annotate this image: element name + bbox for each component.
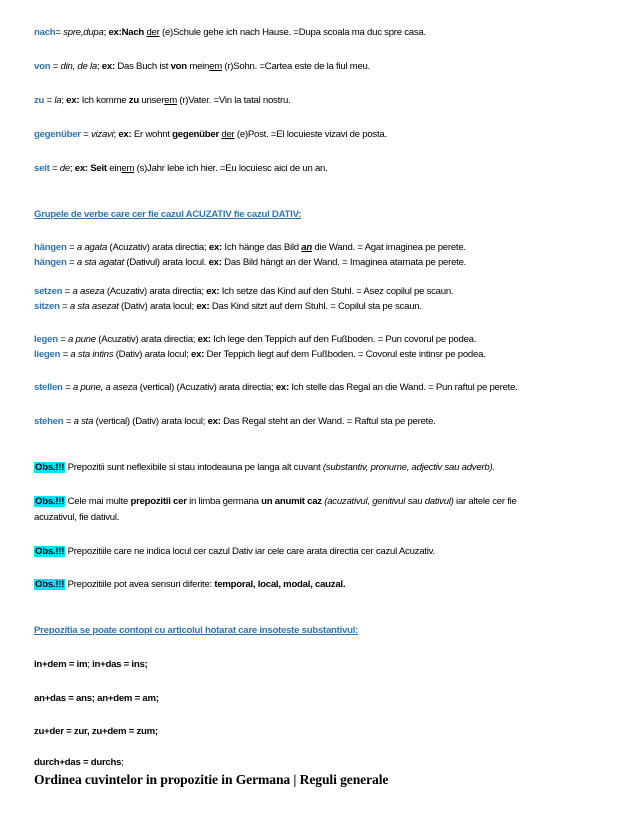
text-span: a sta asezat <box>69 301 119 312</box>
text-span: zu <box>34 95 45 106</box>
text-span: sitzen <box>34 301 60 312</box>
text-span: ; <box>103 27 109 38</box>
text-line <box>34 257 466 269</box>
text-line <box>34 61 370 73</box>
text-span: prepozitii cer <box>130 496 187 507</box>
text-span: (Dativ) arata locul; <box>113 349 191 360</box>
obs-label: Obs.!!! <box>35 462 65 473</box>
text-span: hängen <box>34 257 67 268</box>
text-span: die Wand. = Agat imaginea pe perete. <box>311 242 466 253</box>
text-span: stehen <box>34 416 64 427</box>
text-span: ex: <box>208 242 222 253</box>
text-span: (acuzativul, genitivul sau dativul) <box>324 496 454 507</box>
text-span: Das Buch ist <box>114 61 171 72</box>
text-span: ex: <box>207 416 221 427</box>
text-span: Grupele de verbe care cer fie cazul ACUZATIV fie cazul DATIV: <box>34 209 302 220</box>
text-span: iar altele cer fie <box>453 496 517 507</box>
text-span: = <box>80 129 91 140</box>
text-span: zu+der = zur, zu+dem = zum; <box>34 726 158 737</box>
text-span: = <box>66 257 77 268</box>
text-line <box>34 209 301 221</box>
text-span: a pune, a aseza <box>72 382 138 393</box>
text-span: (Acuzativ) arata directia; <box>95 334 198 345</box>
text-span: liegen <box>34 349 61 360</box>
text-line <box>34 726 158 738</box>
text-span: von <box>170 61 187 72</box>
text-line <box>34 625 358 637</box>
text-span: der <box>146 27 160 38</box>
text-span: setzen <box>34 286 63 297</box>
text-line <box>34 546 435 558</box>
text-span: = <box>55 27 61 38</box>
text-span: = <box>50 61 61 72</box>
text-span: an+das = ans; an+dem = am; <box>34 693 159 704</box>
text-span: Cele mai multe <box>65 496 131 507</box>
text-span: = <box>66 242 77 253</box>
text-span: ex: <box>208 257 222 268</box>
text-span: mein <box>186 61 210 72</box>
text-line <box>34 693 159 705</box>
text-span: a sta intins <box>70 349 114 360</box>
text-span: unser <box>138 95 165 106</box>
text-span: = <box>57 334 68 345</box>
text-span: acuzativul, fie dativul. <box>34 512 120 523</box>
text-span: ex: <box>190 349 205 360</box>
text-span: hängen <box>34 242 67 253</box>
text-line <box>34 579 345 591</box>
text-span: ex:Nach <box>108 27 145 38</box>
text-span: a pune <box>68 334 96 345</box>
text-span: legen <box>34 334 58 345</box>
text-span: em <box>209 61 222 72</box>
text-line <box>34 512 119 524</box>
text-span: ; <box>69 163 75 174</box>
text-span: ex: <box>275 382 289 393</box>
text-span: Das Regal steht an der Wand. = Raftul sta pe perete. <box>220 416 436 427</box>
text-span: Ich komme <box>79 95 129 106</box>
text-line <box>34 757 124 769</box>
text-span: Prepozitiile pot avea sensuri diferite: <box>65 579 215 590</box>
text-span: (e)Schule gehe ich nach Hause. =Dupa scoala ma duc spre casa. <box>159 27 426 38</box>
text-span: ex: <box>196 301 210 312</box>
text-span: ex: <box>101 61 115 72</box>
text-span: Prepozitii sunt neflexibile si stau intodeauna pe langa alt cuvant <box>65 462 323 473</box>
text-span: in+das = ins; <box>92 659 148 670</box>
text-span: Das Bild hängt an der Wand. = Imaginea atarnata pe perete. <box>221 257 467 268</box>
text-span: (substantiv, pronume, adjectiv sau adverb). <box>322 462 495 473</box>
text-span: ex: Seit <box>74 163 107 174</box>
text-span: ; <box>113 129 119 140</box>
text-span: (e)Post. =El locuieste vizavi de posta. <box>234 129 387 140</box>
obs-label: Obs.!!! <box>35 546 65 557</box>
text-span: a sta agatat <box>76 257 124 268</box>
text-span: = <box>62 382 73 393</box>
text-span: Prepozitia se poate contopi cu articolul hotarat care insoteste substantivul: <box>34 625 359 636</box>
text-span: un anumit caz <box>261 496 322 507</box>
text-span: der <box>221 129 235 140</box>
text-span: ex: <box>206 286 220 297</box>
text-line <box>34 334 476 346</box>
text-span: Das Kind sitzt auf dem Stuhl. = Copilul sta pe scaun. <box>209 301 422 312</box>
text-span: Ich hänge das Bild <box>221 242 302 253</box>
text-span: nach <box>34 27 56 38</box>
text-span: (Acuzativ) arata directia; <box>107 242 209 253</box>
text-span: de <box>59 163 70 174</box>
text-span: gegenüber <box>34 129 81 140</box>
text-span: = <box>62 286 73 297</box>
text-line <box>34 242 466 254</box>
text-span: ; <box>96 61 102 72</box>
text-span: (vertical) (Dativ) arata locul; <box>93 416 208 427</box>
text-span: stellen <box>34 382 63 393</box>
text-span: von <box>34 61 51 72</box>
text-span: an <box>301 242 312 253</box>
text-span: ; <box>121 757 124 768</box>
text-span: em <box>121 163 135 174</box>
text-span: a sta <box>73 416 94 427</box>
text-line <box>34 286 453 298</box>
text-span: ; <box>61 95 67 106</box>
text-span: in+dem = im <box>34 659 88 670</box>
text-span: ex: <box>197 334 211 345</box>
text-line <box>34 462 495 474</box>
text-line <box>34 349 486 361</box>
obs-label: Obs.!!! <box>35 579 65 590</box>
text-span: ex: <box>66 95 80 106</box>
text-span: = <box>49 163 60 174</box>
text-span: gegenüber <box>172 129 219 140</box>
text-span: Der Teppich liegt auf dem Fußboden. = Covorul este intinsr pe podea. <box>204 349 486 360</box>
text-span: = <box>44 95 55 106</box>
text-line <box>34 659 147 671</box>
text-span: Prepozitiile care ne indica locul cer cazul Dativ iar cele care arata directia cer cazul Acuzativ. <box>65 546 435 557</box>
section-heading: Ordinea cuvintelor in propozitie in Germana | Reguli generale <box>34 772 389 787</box>
text-span: ein <box>106 163 122 174</box>
text-span: Ich lege den Teppich auf den Fußboden. = Pun covorul pe podea. <box>210 334 477 345</box>
text-span: in limba germana <box>186 496 262 507</box>
text-line <box>34 27 426 39</box>
text-line <box>34 416 436 428</box>
text-line <box>34 496 517 508</box>
text-span: la <box>54 95 62 106</box>
text-span: vizavi <box>90 129 114 140</box>
text-span: (Dativul) arata locul. <box>123 257 209 268</box>
text-span: Ich stelle das Regal an die Wand. = Pun raftul pe perete. <box>288 382 518 393</box>
text-span: Er wohnt <box>131 129 173 140</box>
text-span: em <box>164 95 177 106</box>
text-span: (r)Vater. =Vin la tatal nostru. <box>176 95 291 106</box>
obs-label: Obs.!!! <box>35 496 65 507</box>
text-span: din, de la <box>60 61 97 72</box>
text-span: ex: <box>118 129 132 140</box>
text-span: (s)Jahr lebe ich hier. =Eu locuiesc aici de un an. <box>134 163 328 174</box>
text-span: (Acuzativ) arata directia; <box>104 286 207 297</box>
text-span: (Dativ) arata locul; <box>118 301 197 312</box>
text-line <box>34 163 328 175</box>
text-span: (vertical) (Acuzativ) arata directia; <box>137 382 276 393</box>
text-span: durch+das = durchs <box>34 757 122 768</box>
text-span: (r)Sohn. =Cartea este de la fiul meu. <box>221 61 371 72</box>
text-span: a aseza <box>72 286 105 297</box>
text-span: = <box>63 416 74 427</box>
text-span: = <box>59 301 70 312</box>
text-line <box>34 301 422 313</box>
text-span: = <box>60 349 71 360</box>
text-span: spre,dupa <box>60 27 104 38</box>
text-span: zu <box>128 95 139 106</box>
text-span: a agata <box>76 242 108 253</box>
text-line <box>34 129 387 141</box>
text-span: seit <box>34 163 50 174</box>
text-line <box>34 95 290 107</box>
text-span: temporal, local, modal, cauzal. <box>214 579 346 590</box>
text-line <box>34 382 518 394</box>
text-span: ; <box>87 659 93 670</box>
text-span: Ich setze das Kind auf den Stuhl. = Asez copilul pe scaun. <box>219 286 454 297</box>
